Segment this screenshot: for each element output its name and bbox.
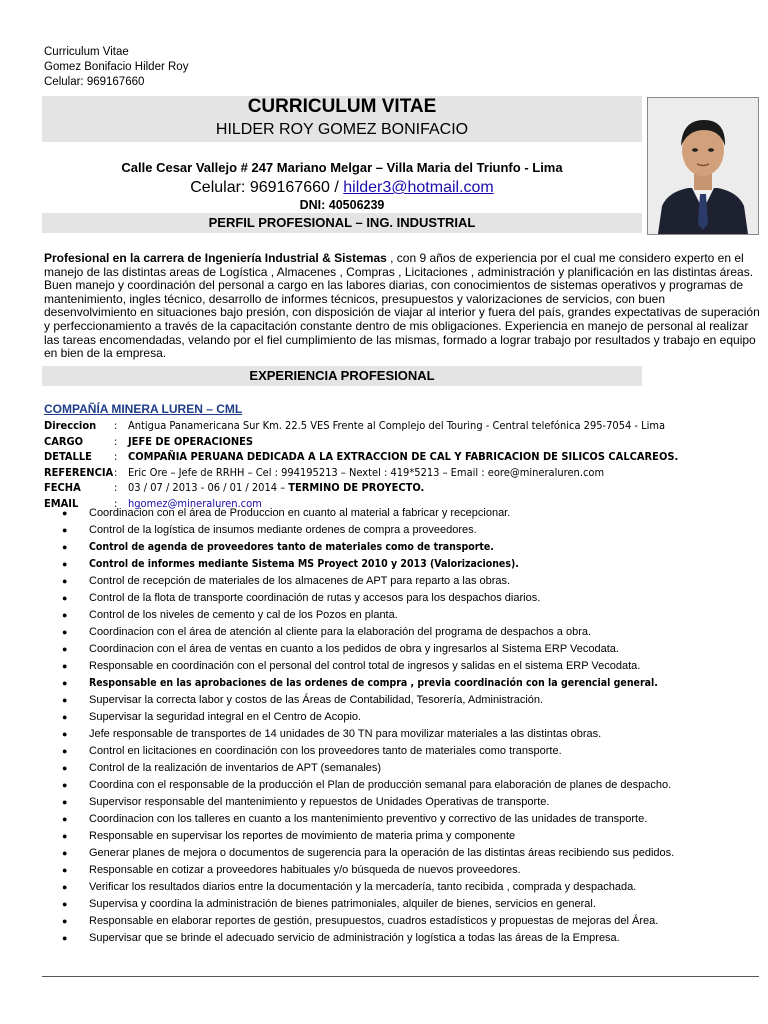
list-item-text: Responsable en coordinación con el personal del control total de ingresos y salidas en el sistema ERP Vecodata. xyxy=(89,660,641,672)
bullet-icon: ● xyxy=(62,576,68,586)
list-item xyxy=(62,811,762,828)
experience-title: EXPERIENCIA PROFESIONAL xyxy=(249,368,435,383)
bullet-icon: ● xyxy=(62,848,68,858)
list-item xyxy=(62,930,762,947)
celular-text: Celular: 969167660 / xyxy=(190,179,344,196)
bullet-icon: ● xyxy=(62,644,68,654)
list-item xyxy=(62,624,762,641)
header-phone: Celular: 969167660 xyxy=(44,76,145,88)
list-item-text: Generar planes de mejora o documentos de sugerencia para la operación de las distintas áreas recibiendo sus pedidos. xyxy=(89,847,675,859)
detail-row-cargo xyxy=(44,434,764,450)
detail-value: JEFE DE OPERACIONES xyxy=(128,434,254,448)
list-item-text: Responsable en las aprobaciones de las ordenes de compra , previa coordinación con la gerencial general. xyxy=(89,677,658,689)
list-item xyxy=(62,709,762,726)
list-item xyxy=(62,828,762,845)
list-item xyxy=(62,522,762,539)
list-item-text: Control de la logística de insumos mediante ordenes de compra a proveedores. xyxy=(89,524,477,536)
list-item-text: Coordina con el responsable de la producción el Plan de producción semanal para elaboración de planes de despacho. xyxy=(89,779,672,791)
bullet-icon: ● xyxy=(62,899,68,909)
list-item-text: Control en licitaciones en coordinación con los proveedores tanto de materiales como transporte. xyxy=(89,745,562,757)
list-item xyxy=(62,692,762,709)
list-item xyxy=(62,726,762,743)
bullet-icon: ● xyxy=(62,916,68,926)
bullet-icon: ● xyxy=(62,627,68,637)
fecha-status: TERMINO DE PROYECTO. xyxy=(288,481,425,494)
list-item xyxy=(62,607,762,624)
detail-label: REFERENCIA xyxy=(44,465,114,479)
detail-label: DETALLE xyxy=(44,450,92,463)
bullet-icon: ● xyxy=(62,814,68,824)
cv-name: HILDER ROY GOMEZ BONIFACIO xyxy=(215,121,469,138)
detail-separator: : xyxy=(114,465,118,479)
bullet-icon: ● xyxy=(62,780,68,790)
list-item-text: Responsable en cotizar a proveedores habituales y/o búsqueda de nuevos proveedores. xyxy=(89,864,521,876)
bullet-icon: ● xyxy=(62,661,68,671)
header-cv-label: Curriculum Vitae xyxy=(44,46,129,58)
company-name: COMPAÑÍA MINERA LUREN – CML xyxy=(44,402,243,416)
list-item xyxy=(62,845,762,862)
list-item-text: Control de la flota de transporte coordinación de rutas y accesos para los despachos diarios. xyxy=(89,592,541,604)
list-item-text: Supervisa y coordina la administración de bienes patrimoniales, alquiler de bienes, servicios en general. xyxy=(89,898,596,910)
list-item-text: Coordinacion con el área de ventas en cuanto a los pedidos de obra y ingresarlos al Sistema ERP Vecodata. xyxy=(89,643,619,655)
bullet-icon: ● xyxy=(62,712,68,722)
list-item xyxy=(62,590,762,607)
job-details xyxy=(44,418,764,511)
detail-value: Antigua Panamericana Sur Km. 22.5 VES Frente al Complejo del Touring - Central telefónica 295-7054 - Lima xyxy=(128,419,666,432)
detail-separator: : xyxy=(114,496,118,510)
list-item xyxy=(62,658,762,675)
profile-photo xyxy=(647,97,759,235)
detail-row-direccion xyxy=(44,418,764,434)
responsibilities-list xyxy=(62,505,762,947)
email-link[interactable]: hilder3@hotmail.com xyxy=(343,179,494,196)
fecha-dates: 03 / 07 / 2013 - 06 / 01 / 2014 – xyxy=(128,481,289,494)
list-item xyxy=(62,896,762,913)
list-item-text: Coordinacion con el área de Produccion en cuanto al material a fabricar y recepcionar. xyxy=(89,507,511,519)
list-item-text: Jefe responsable de transportes de 14 unidades de 30 TN para movilizar materiales a las distintas obras. xyxy=(89,728,602,740)
bullet-icon: ● xyxy=(62,593,68,603)
detail-label: CARGO xyxy=(44,434,84,448)
job-email-link[interactable]: hgomez@mineraluren.com xyxy=(128,496,262,510)
list-item-text: Control de informes mediante Sistema MS Proyect 2010 y 2013 (Valorizaciones). xyxy=(89,558,519,570)
list-item xyxy=(62,862,762,879)
list-item-text: Coordinacion con el área de atención al cliente para la elaboración del programa de despachos a obra. xyxy=(89,626,592,638)
bullet-icon: ● xyxy=(62,525,68,535)
bullet-icon: ● xyxy=(62,746,68,756)
header-name: Gomez Bonifacio Hilder Roy xyxy=(44,61,189,73)
bullet-icon: ● xyxy=(62,542,68,552)
detail-row-fecha xyxy=(44,480,764,496)
profile-paragraph-1 xyxy=(44,252,760,279)
list-item-text: Control de agenda de proveedores tanto de materiales como de transporte. xyxy=(89,541,494,553)
perfil-title: PERFIL PROFESIONAL – ING. INDUSTRIAL xyxy=(208,215,476,230)
detail-separator: : xyxy=(114,481,118,494)
list-item xyxy=(62,913,762,930)
bullet-icon: ● xyxy=(62,610,68,620)
profile-lead-rest: , con 9 años de experiencia por el cual me considero experto en el manejo de las distintas areas de Logística , Almacenes , Compras , Licitaciones , administración y planificación en las distintas áreas. xyxy=(44,251,754,279)
header-info xyxy=(44,45,188,90)
bottom-divider xyxy=(42,976,759,977)
list-item xyxy=(62,556,762,573)
cv-title: CURRICULUM VITAE xyxy=(247,96,437,117)
bullet-icon: ● xyxy=(62,559,68,569)
contact-line xyxy=(42,178,642,198)
bullet-icon: ● xyxy=(62,882,68,892)
address: Calle Cesar Vallejo # 247 Mariano Melgar – Villa Maria del Triunfo - Lima xyxy=(121,160,563,175)
profile-lead: Profesional en la carrera de Ingeniería Industrial & Sistemas xyxy=(44,251,387,265)
list-item xyxy=(62,794,762,811)
list-item-text: Verificar los resultados diarios entre la documentación y la mercadería, tanto recibida , comprada y despachada. xyxy=(89,881,637,893)
list-item xyxy=(62,879,762,896)
bullet-icon: ● xyxy=(62,831,68,841)
bullet-icon: ● xyxy=(62,508,68,518)
detail-label: EMAIL xyxy=(44,496,79,510)
profile-paragraph-2: Buen manejo y coordinación del personal a cargo en las labores diarias, con conocimientos de sistemas operativos y programas de mantenimiento, ingles técnico, desarrollo de informes técnicos, presupuestos y valorizaciones de servicios, con buen desenvolvimiento en situaciones bajo presión, con disposición de viajar al interior y fuera del país, grandes expectativas de superación y perfeccionamiento a través de la capacitación constante dentro de mis obligaciones. Experiencia en manejo de personal al realizar las tareas encomendadas, velando por el fiel cumplimiento de las mismas, formado a lograr trabajo por resultados y trabajo en equipo en bien de la empresa. xyxy=(44,278,760,361)
list-item xyxy=(62,539,762,556)
list-item-text: Supervisor responsable del mantenimiento y repuestos de Unidades Operativas de transporte. xyxy=(89,796,550,808)
bullet-icon: ● xyxy=(62,797,68,807)
list-item-text: Responsable en elaborar reportes de gestión, presupuestos, cuadros estadísticos y propuestas de mejoras del Área. xyxy=(89,915,659,927)
detail-separator: : xyxy=(114,419,118,432)
list-item xyxy=(62,760,762,777)
bullet-icon: ● xyxy=(62,865,68,875)
detail-separator: : xyxy=(114,434,118,448)
bullet-icon: ● xyxy=(62,678,68,688)
dni: DNI: 40506239 xyxy=(299,198,385,212)
list-item-text: Control de la realización de inventarios de APT (semanales) xyxy=(89,762,382,774)
list-item xyxy=(62,743,762,760)
list-item-text: Control de los niveles de cemento y cal de los Pozos en planta. xyxy=(89,609,398,621)
bullet-icon: ● xyxy=(62,933,68,943)
bullet-icon: ● xyxy=(62,729,68,739)
detail-value xyxy=(128,480,424,496)
detail-row-detalle xyxy=(44,449,764,465)
detail-value: COMPAÑIA PERUANA DEDICADA A LA EXTRACCION DE CAL Y FABRICACION DE SILICOS CALCAREOS. xyxy=(128,450,679,463)
list-item xyxy=(62,573,762,590)
list-item xyxy=(62,777,762,794)
profile-summary xyxy=(44,252,760,361)
person-portrait-icon xyxy=(648,98,758,234)
list-item-text: Supervisar la correcta labor y costos de las Áreas de Contabilidad, Tesorería, Administración. xyxy=(89,694,544,706)
detail-label: Direccion xyxy=(44,419,97,432)
list-item xyxy=(62,505,762,522)
list-item-text: Control de recepción de materiales de los almacenes de APT para reparto a las obras. xyxy=(89,575,511,587)
bullet-icon: ● xyxy=(62,695,68,705)
list-item-text: Supervisar la seguridad integral en el Centro de Acopio. xyxy=(89,711,362,723)
list-item-text: Supervisar que se brinde el adecuado servicio de administración y logística a todas las áreas de la Empresa. xyxy=(89,932,620,944)
bullet-icon: ● xyxy=(62,763,68,773)
detail-separator: : xyxy=(114,450,118,463)
list-item-text: Coordinacion con los talleres en cuanto a los mantenimiento preventivo y correctivo de las unidades de transporte. xyxy=(89,813,648,825)
list-item xyxy=(62,675,762,692)
detail-label: FECHA xyxy=(44,481,81,494)
detail-row-referencia xyxy=(44,465,764,481)
list-item-text: Responsable en supervisar los reportes de movimiento de materia prima y componente xyxy=(89,830,516,842)
list-item xyxy=(62,641,762,658)
detail-value: Eric Ore – Jefe de RRHH – Cel : 994195213 – Nextel : 419*5213 – Email : eore@mineraluren.com xyxy=(128,465,605,479)
